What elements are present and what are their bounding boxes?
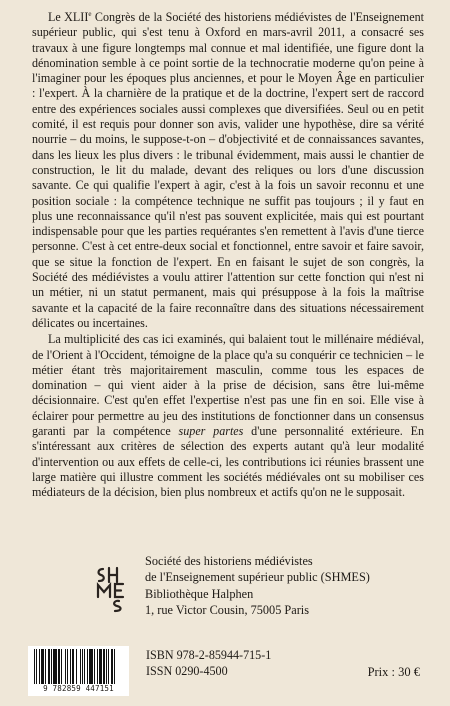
barcode-bar bbox=[61, 649, 62, 684]
barcode-bar bbox=[34, 649, 35, 684]
shmes-logo bbox=[94, 565, 132, 613]
publisher-address bbox=[145, 553, 435, 619]
price-label: Prix : 30 € bbox=[367, 665, 420, 679]
barcode-bar bbox=[106, 649, 107, 684]
barcode-bar bbox=[41, 649, 44, 684]
barcode-bar bbox=[65, 649, 66, 684]
paragraph-2 bbox=[32, 332, 424, 500]
p1-part-b: Congrès de la Société des historiens médiévistes de l'Enseignement supérieur public, qui s'est tenu à Oxford en mars-avril 2011, a consacré ses travaux à une figure longtemps mal connue et mal identifiée, une figure dont la dénomination semble à ce point sortie de la technocratie moderne qu'on peine à l'imaginer pour les époques plus anciennes, et pour le Moyen Âge en particulier : l'expert. À la charnière de la pratique et de la doctrine, l'expert sert de raccord entre des expériences sociales aussi complexes que diversifiées. Seul ou en petit comité, il est requis pour donner son avis, valider une hypothèse, dire sa vérité nourrie – du moins, le suppose-t-on – d'objectivité et de connaissances savantes, dans les lieux les plus divers : le tribunal évidemment, mais aussi le chantier de construction, le lit du malade, devant des reliques ou lors d'une discussion savante. Ce qui qualifie l'expert à agir, c'est à la fois un savoir reconnu et une position sociale : la compétence technique ne suffit pas toujours ; il y faut en plus une reconnaissance qu'il n'est pas souvent explicitée, mais qui est pourtant indispensable pour que les parties requérantes s'en remettent à l'avis d'une tierce personne. C'est à cet entre-deux social et fonctionnel, entre savoir et faire savoir, que se situe la fonction de l'expert. En en faisant le sujet de son congrès, la Société des médiévistes a voulu attirer l'attention sur cette fonction qui n'est ni un métier, ni un statut permanent, mais qui présuppose à la fois la maîtrise savante et la capacité de la faire reconnaître dans des situations nécessairement délicates ou incertaines. bbox=[32, 10, 424, 330]
barcode-bar bbox=[89, 649, 93, 684]
barcode-bar bbox=[87, 649, 88, 684]
barcode-bar bbox=[94, 649, 95, 684]
paragraph-1 bbox=[32, 10, 424, 331]
barcode-bar bbox=[67, 649, 68, 684]
publisher-line-1: Société des historiens médiévistes bbox=[145, 554, 313, 568]
p2-part-a: La multiplicité des cas ici examinés, qui balaient tout le millénaire médiéval, de l'Orient à l'Occident, témoigne de la place qu'a su conquérir ce technicien – le métier étant très majoritairement masculin, comme tous les espaces de domination – qui vient aider à la prise de décision, sans être lui-même décisionnaire. C'est qu'en effet l'expertise n'est pas une fin en soi. Elle vise à éclairer pour permettre au jeu des institutions de fonctionner dans un consensus garanti par la compétence bbox=[32, 332, 424, 439]
barcode-bar bbox=[72, 649, 74, 684]
p2-italic: super partes bbox=[178, 424, 244, 439]
barcode-bar bbox=[84, 649, 85, 684]
p1-part-a: Le XLII bbox=[48, 10, 89, 24]
barcode-bar bbox=[80, 649, 81, 684]
barcode-bars bbox=[34, 649, 123, 684]
barcode-bar bbox=[70, 649, 71, 684]
barcode-bar bbox=[48, 649, 50, 684]
identifiers bbox=[146, 648, 271, 679]
barcode-bar bbox=[36, 649, 37, 684]
barcode-bar bbox=[82, 649, 83, 684]
p1-superscript: e bbox=[88, 9, 92, 18]
barcode-bar bbox=[97, 649, 98, 684]
publisher-line-4: 1, rue Victor Cousin, 75005 Paris bbox=[145, 603, 310, 618]
barcode-bar bbox=[103, 649, 105, 684]
barcode-bar bbox=[76, 649, 77, 684]
issn-number: ISSN 0290-4500 bbox=[146, 663, 228, 678]
barcode-bar bbox=[45, 649, 46, 684]
barcode-bar bbox=[111, 649, 113, 684]
barcode-bar bbox=[58, 649, 60, 684]
barcode-bar bbox=[51, 649, 52, 684]
barcode-number: 9 782859 447151 bbox=[43, 684, 114, 693]
barcode-bar bbox=[39, 649, 40, 684]
ean-barcode bbox=[28, 646, 129, 696]
publisher-line-2: de l'Enseignement supérieur public (SHMES) bbox=[145, 570, 370, 585]
barcode-bar bbox=[114, 649, 115, 684]
barcode-bar bbox=[108, 649, 109, 684]
barcode-bar bbox=[53, 649, 57, 684]
blurb-text bbox=[32, 10, 424, 501]
publisher-line-3: Bibliothèque Halphen bbox=[145, 586, 254, 601]
isbn-number: ISBN 978-2-85944-715-1 bbox=[146, 648, 272, 662]
p2-part-b: d'une personnalité extérieure. En s'intéressant aux critères de sélection des experts autant qu'à leur modalité d'intervention ou aux effets de celle-ci, les contributions ici réunies brassent une large matière qui illustre comment les sociétés médiévales ont su mobiliser ces médiateurs de la décision, bien plus nombreux et actifs qu'on ne le supposait. bbox=[32, 424, 424, 500]
barcode-bar bbox=[99, 649, 102, 684]
